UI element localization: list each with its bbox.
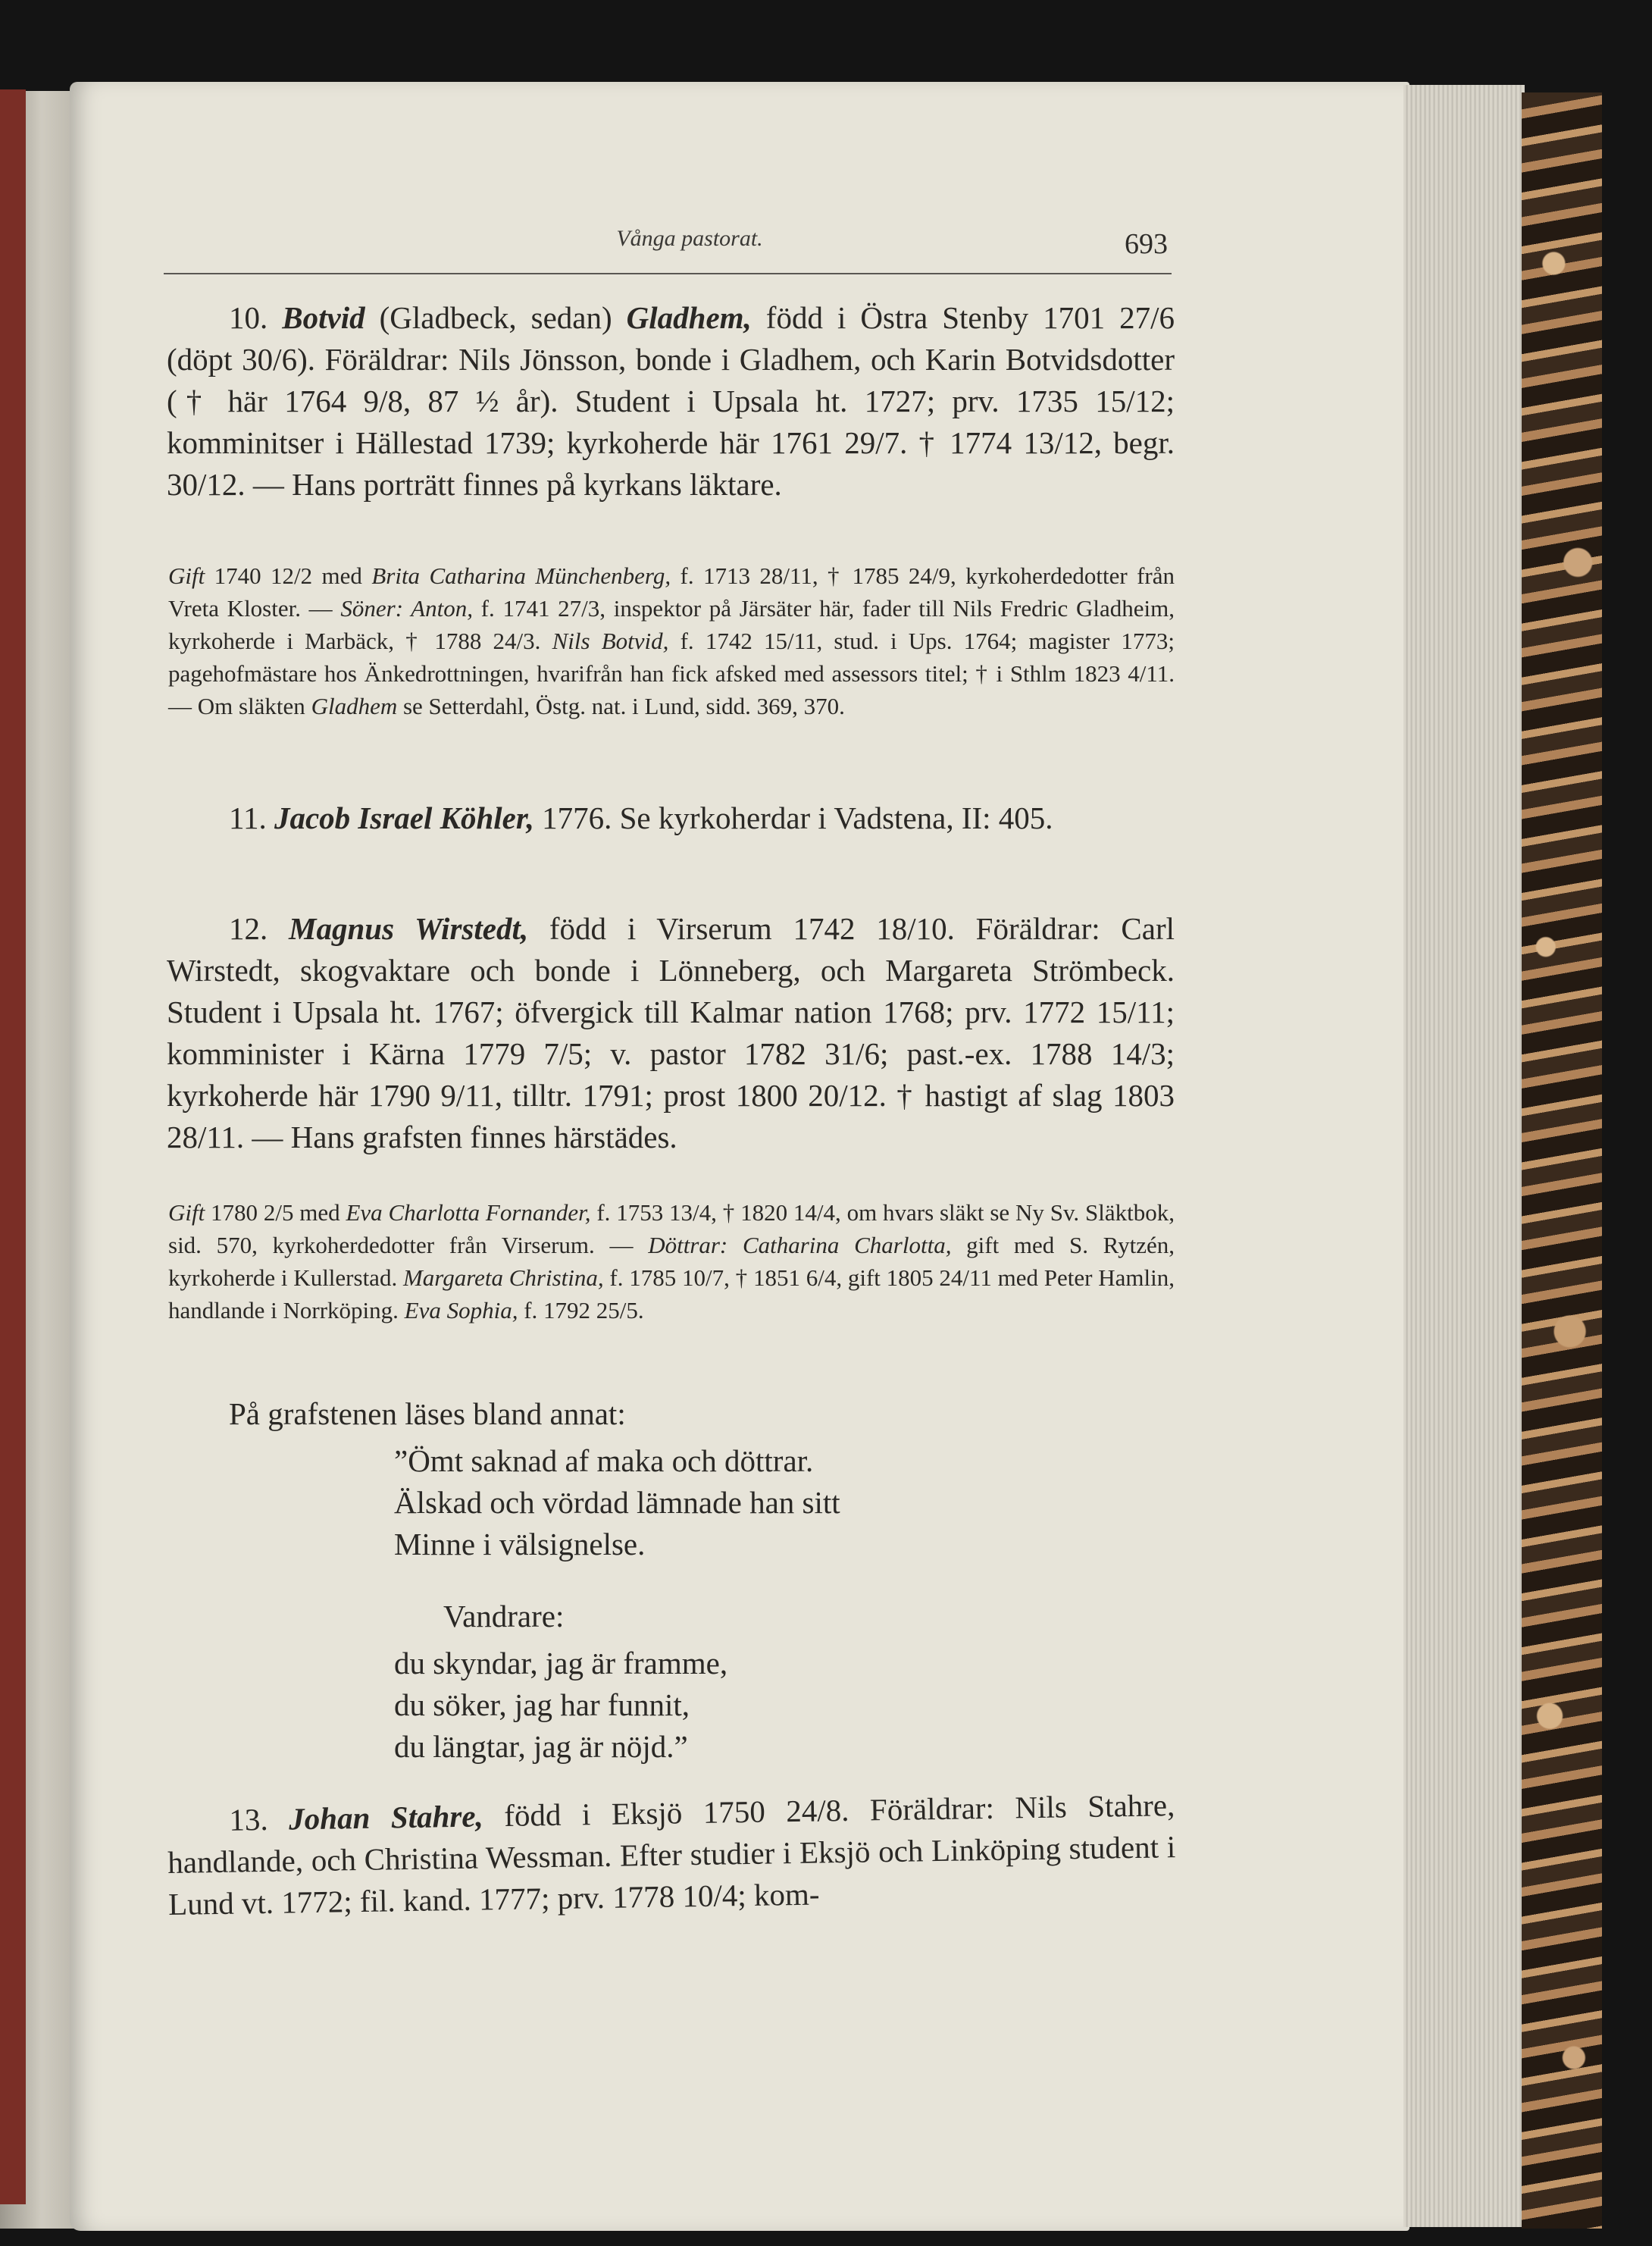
verse-line: du skyndar, jag är framme, xyxy=(394,1646,728,1681)
entry-name: Jacob Israel Köhler, xyxy=(274,800,534,835)
entry-number: 10. xyxy=(229,300,268,335)
entry-name: Johan Stahre, xyxy=(288,1798,484,1837)
epitaph-verse-1 xyxy=(394,1440,840,1565)
entry-number: 13. xyxy=(229,1801,269,1837)
page-number: 693 xyxy=(1125,228,1168,260)
verse-line: du söker, jag har funnit, xyxy=(394,1687,690,1722)
entry-13 xyxy=(167,1784,1176,1925)
entry-number: 11. xyxy=(229,800,267,835)
entry-name: Botvid xyxy=(282,300,365,335)
entry-10-notes: Gift 1740 12/2 med Brita Catharina Münchenberg, f. 1713 28/11, † 1785 24/9, kyrkoherdedotter från Vreta Kloster. — Söner: Anton, f. 1741 27/3, inspektor på Järsäter här, fader till Nils Fredric Gladheim, kyrkoherde i Marbäck, † 1788 24/3. Nils Botvid, f. 1742 15/11, stud. i Ups. 1764; magister 1773; pagehofmästare hos Änkedrottningen, hvarifrån han fick afsked med assessors titel; † i Sthlm 1823 4/11. — Om släkten Gladhem se Setterdahl, Östg. nat. i Lund, sidd. 369, 370. xyxy=(168,562,1175,719)
entry-number: 12. xyxy=(229,911,268,946)
entry-text: född i Östra Stenby 1701 27/6 (döpt 30/6). Föräldrar: Nils Jönsson, bonde i Gladhem, och Karin Botvidsdotter († här 1764 9/8, 87 ½ år). Student i Upsala ht. 1727; prv. 1735 15/12; komminitser i Hällestad 1739; kyrkoherde här 1761 29/7. † 1774 13/12, begr. 30/12. — Hans porträtt finnes på kyrkans läktare. xyxy=(167,300,1175,502)
entry-10: 10. Botvid (Gladbeck, sedan) Gladhem, född i Östra Stenby 1701 27/6 (döpt 30/6). Föräldrar: Nils Jönsson, bonde i Gladhem, och Karin Botvidsdotter († här 1764 9/8, 87 ½ år). Student i Upsala ht. 1727; prv. 1735 15/12; komminitser i Hällestad 1739; kyrkoherde här 1761 29/7. † 1774 13/12, begr. 30/12. — Hans porträtt finnes på kyrkans läktare. xyxy=(167,300,1175,502)
page-edges xyxy=(1403,85,1525,2227)
verse-line: Älskad och vördad lämnade han sitt xyxy=(394,1485,840,1520)
entry-12-notes: Gift 1780 2/5 med Eva Charlotta Fornander, f. 1753 13/4, † 1820 14/4, om hvars släkt se Ny Sv. Släktbok, sid. 570, kyrkoherdedotter från Virserum. — Döttrar: Catharina Charlotta, gift med S. Rytzén, kyrkoherde i Kullerstad. Margareta Christina, f. 1785 10/7, † 1851 6/4, gift 1805 24/11 med Peter Hamlin, handlande i Norrköping. Eva Sophia, f. 1792 25/5. xyxy=(168,1199,1175,1323)
entry-text: född i Virserum 1742 18/10. Föräldrar: Carl Wirstedt, skogvaktare och bonde i Lönneberg, och Margareta Strömbeck. Student i Upsala ht. 1767; öfvergick till Kalmar nation 1768; prv. 1772 15/11; komminister i Kärna 1779 7/5; v. pastor 1782 31/6; past.-ex. 1788 14/3; kyrkoherde här 1790 9/11, tilltr. 1791; prost 1800 20/12. † hastigt af slag 1803 28/11. — Hans grafsten finnes härstädes. xyxy=(167,911,1175,1154)
epitaph-intro: På grafstenen läses bland annat: xyxy=(229,1396,626,1431)
entry-12 xyxy=(167,908,1175,1158)
entry-11 xyxy=(167,797,1175,839)
entry-name: Magnus Wirstedt, xyxy=(289,911,529,946)
entry-alt-name: Gladhem, xyxy=(626,300,752,335)
verse-line: ”Ömt saknad af maka och döttrar. xyxy=(394,1443,814,1478)
verse-line: du längtar, jag är nöjd.” xyxy=(394,1729,688,1764)
entry-text: född i Eksjö 1750 24/8. Föräldrar: Nils Stahre, handlande, och Christina Wessman. Efter studier i Eksjö och Linköping student i Lund vt. 1772; fil. kand. 1777; prv. 1778 10/4; kom- xyxy=(167,1787,1176,1922)
book-cover-left xyxy=(0,89,26,2204)
epitaph-heading: Vandrare: xyxy=(443,1599,565,1634)
marbled-cover xyxy=(1522,92,1602,2229)
epitaph-verse-2 xyxy=(394,1643,727,1768)
running-header: Vånga pastorat. xyxy=(616,226,763,251)
entry-text: 1776. Se kyrkoherdar i Vadstena, II: 405. xyxy=(533,800,1053,835)
verse-line: Minne i välsignelse. xyxy=(394,1527,646,1562)
header-rule xyxy=(164,273,1172,274)
